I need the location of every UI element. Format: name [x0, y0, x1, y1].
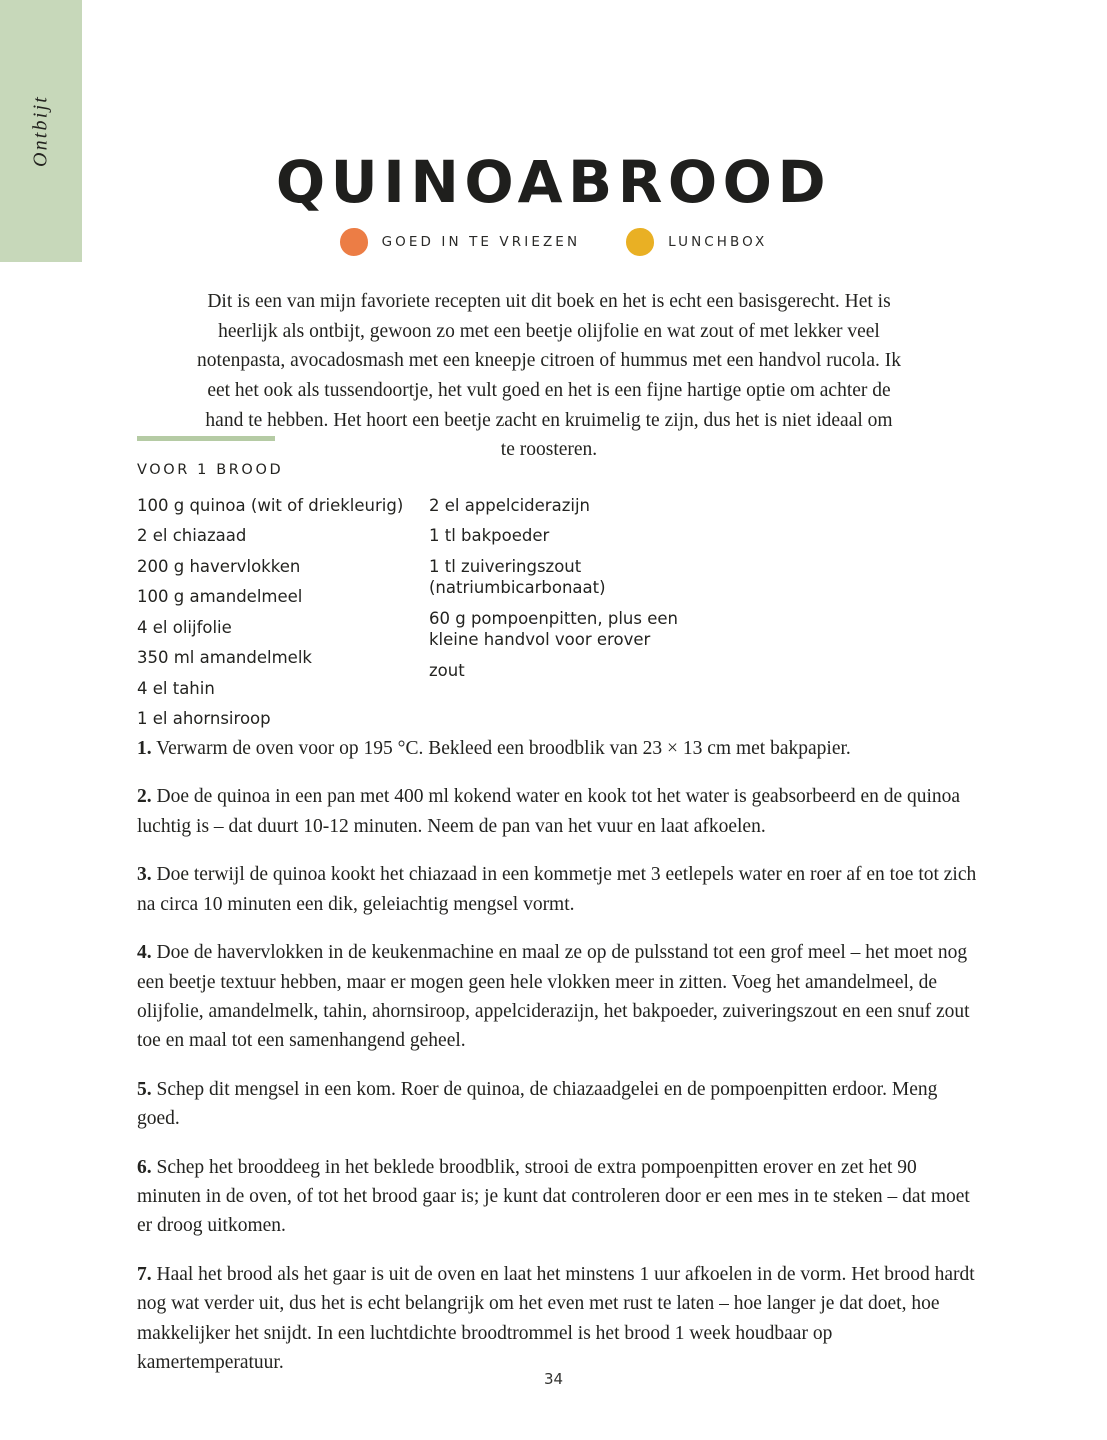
- ingredient-columns: [137, 495, 977, 739]
- instruction-step: [137, 782, 977, 841]
- intro-paragraph: Dit is een van mijn favoriete recepten uit dit boek en het is echt een basisgerecht. Het is heerlijk als ontbijt, gewoon zo met een beetje olijfolie en wat zout of met lekker veel notenpasta, avocadosmash met een kneepje citroen of hummus met een handvol rucola. Ik eet het ook als tussendoortje, het vult goed en het is een fijne hartige optie om achter de hand te hebben. Het hoort een beetje zacht en kruimelig te zijn, dus het is niet ideaal om te roosteren.: [197, 291, 901, 461]
- ingredient-item: 200 g havervlokken: [137, 556, 301, 576]
- instruction-step: [137, 1153, 977, 1241]
- section-divider: [137, 436, 275, 441]
- step-text: Doe de havervlokken in de keukenmachine en maal ze op de pulsstand tot een grof meel – het moet nog een beetje textuur hebben, maar er mogen geen hele vlokken meer in zitten. Voeg het amandelmeel, de olijfolie, amandelmelk, tahin, ahornsiroop, appelciderazijn, het bakpoeder, zuiveringszout en een snuf zout toe en maal tot een samenhangend geheel.: [137, 942, 970, 1051]
- step-text: Schep dit mengsel in een kom. Roer de quinoa, de chiazaadgelei en de pompoenpitten erdoor. Meng goed.: [137, 1078, 938, 1129]
- step-text: Haal het brood als het gaar is uit de oven en laat het minstens 1 uur afkoelen in de vorm. Het brood hardt nog wat verder uit, dus het is echt belangrijk om het even met rust te laten – hoe langer je dat doet, hoe makkelijker het snijdt. In een luchtdichte broodtrommel is het brood 1 week houdbaar op kamertemperatuur.: [137, 1264, 975, 1373]
- badge-lunchbox-label: LUNCHBOX: [668, 234, 768, 250]
- ingredient-item: zout: [429, 660, 465, 680]
- instruction-steps: [137, 714, 977, 1394]
- ingredient-item: 4 el tahin: [137, 678, 215, 698]
- step-number: 1.: [137, 737, 152, 759]
- instruction-step: [137, 938, 977, 1055]
- ingredient-item: 100 g amandelmeel: [137, 587, 303, 607]
- badge-freezer-label: GOED IN TE VRIEZEN: [381, 234, 581, 250]
- page-title: QUINOABROOD: [275, 148, 832, 216]
- ingredient-item: 1 tl bakpoeder: [429, 526, 550, 546]
- orange-dot-icon: [340, 228, 368, 256]
- ingredient-item: 2 el appelciderazijn: [429, 496, 590, 515]
- page-number: 34: [543, 1370, 564, 1388]
- step-text: Verwarm de oven voor op 195 °C. Bekleed een broodblik van 23 × 13 cm met bakpapier.: [151, 737, 851, 759]
- ingredient-item: 2 el chiazaad: [137, 526, 247, 546]
- ingredients-section: [137, 436, 977, 739]
- step-number: 3.: [137, 864, 152, 886]
- category-tab-label: Ontbijt: [29, 94, 52, 168]
- instruction-step: [137, 1075, 977, 1134]
- step-text: Doe de quinoa in een pan met 400 ml kokend water en kook tot het water is geabsorbeerd en de quinoa luchtig is – dat duurt 10-12 minuten. Neem de pan van het vuur en laat afkoelen.: [137, 786, 961, 837]
- step-text: Doe terwijl de quinoa kookt het chiazaad in een kommetje met 3 eetlepels water en roer af en toe tot zich na circa 10 minuten een dik, geleiachtig mengsel vormt.: [137, 864, 977, 915]
- badge-lunchbox: [626, 228, 767, 256]
- step-number: 2.: [137, 786, 152, 808]
- ingredient-item: 100 g quinoa (wit of driekleurig): [137, 496, 404, 515]
- ingredient-item: 1 tl zuiveringszout (natriumbicarbonaat): [429, 556, 606, 598]
- step-number: 7.: [137, 1264, 152, 1285]
- badge-row: [0, 228, 1107, 256]
- step-text: Schep het brooddeeg in het beklede broodblik, strooi de extra pompoenpitten erover en zet het 90 minuten in de oven, of tot het brood gaar is; je kunt dat controleren door er een mes in te steken – dat moet er droog uitkomen.: [137, 1156, 970, 1237]
- step-number: 5.: [137, 1078, 152, 1100]
- serves-heading: VOOR 1 BROOD: [137, 462, 284, 478]
- step-number: 6.: [137, 1156, 152, 1178]
- ingredient-item: 350 ml amandelmelk: [137, 648, 312, 668]
- ingredient-item: 4 el olijfolie: [137, 617, 232, 637]
- yellow-dot-icon: [626, 228, 654, 256]
- ingredient-column-right: [429, 495, 729, 739]
- ingredient-item: 60 g pompoenpitten, plus een kleine handvol voor erover: [429, 608, 678, 650]
- instruction-step: [137, 734, 977, 763]
- ingredient-item: 1 el ahornsiroop: [137, 709, 271, 729]
- instruction-step: [137, 860, 977, 919]
- category-tab: [0, 0, 82, 262]
- step-number: 4.: [137, 942, 152, 964]
- badge-freezer: [340, 228, 581, 256]
- instruction-step: [137, 1260, 977, 1377]
- ingredient-column-left: [137, 495, 429, 739]
